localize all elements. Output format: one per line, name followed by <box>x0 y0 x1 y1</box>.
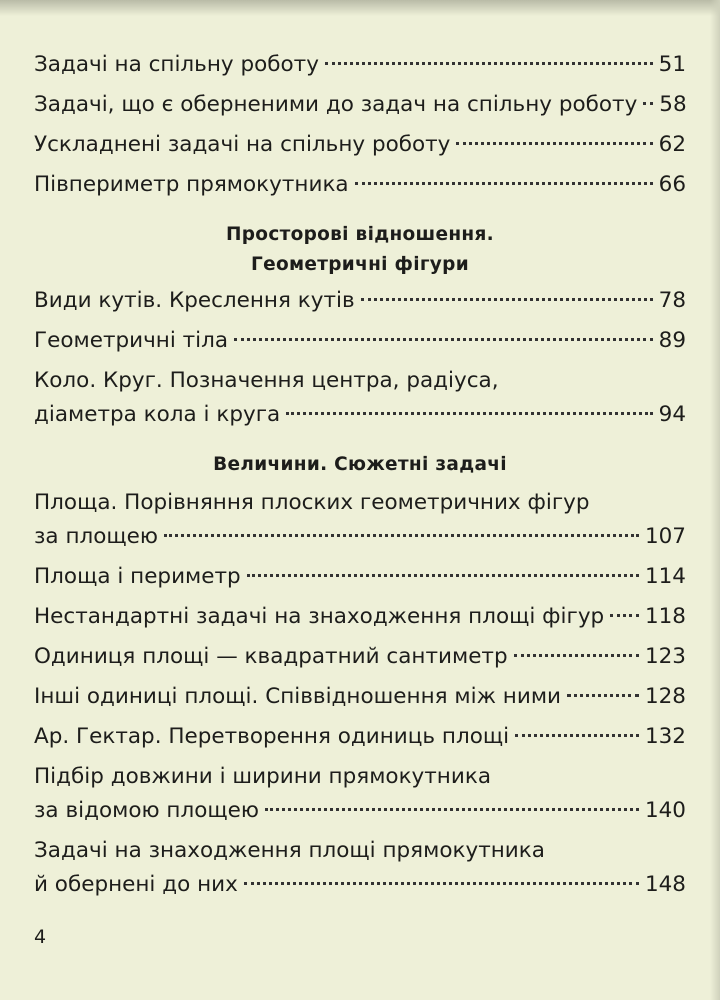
toc-entry-title-line: Коло. Круг. Позначення центра, радіуса, <box>34 368 499 393</box>
toc-leader-dots <box>286 412 652 415</box>
toc-entry-title: Геометричні тіла <box>34 328 229 353</box>
toc-entry-page: 89 <box>658 328 686 353</box>
toc-entry[interactable] <box>34 760 686 828</box>
toc-leader-dots <box>244 882 639 885</box>
toc-entry[interactable] <box>34 486 686 554</box>
toc-entry[interactable] <box>34 168 686 202</box>
toc-leader-dots <box>456 142 652 145</box>
toc-entry-title-line: Підбір довжини і ширини прямокутника <box>34 764 491 789</box>
toc-entry[interactable] <box>34 640 686 674</box>
page-number: 4 <box>34 926 47 948</box>
toc-entry-page: 123 <box>644 644 686 669</box>
toc-entry[interactable] <box>34 560 686 594</box>
section-heading-line: Геометричні фігури <box>251 254 469 275</box>
toc-leader-dots <box>247 574 639 577</box>
toc-entry-page: 58 <box>659 92 687 117</box>
section-heading <box>34 220 686 280</box>
toc-entry-title: Нестандартні задачі на знаходження площі фігур <box>34 604 605 629</box>
section-heading <box>34 450 686 480</box>
toc-leader-dots <box>515 734 639 737</box>
table-of-contents <box>34 48 686 908</box>
toc-leader-dots <box>643 102 653 105</box>
toc-entry-title: Одиниця площі — квадратний сантиметр <box>34 644 508 669</box>
toc-entry-page: 51 <box>658 52 686 77</box>
toc-leader-dots <box>234 338 653 341</box>
toc-entry-title: Задачі, що є оберненими до задач на спільну роботу <box>34 92 638 117</box>
toc-entry-title: Інші одиниці площі. Співвідношення між ними <box>34 684 562 709</box>
toc-entry[interactable] <box>34 48 686 82</box>
toc-entry[interactable] <box>34 324 686 358</box>
toc-entry-title-line: Задачі на знаходження площі прямокутника <box>34 838 545 863</box>
toc-entry-title-line: й обернені до них <box>34 872 238 897</box>
page-top-shadow <box>0 0 720 16</box>
toc-entry[interactable] <box>34 834 686 902</box>
toc-entry[interactable] <box>34 284 686 318</box>
toc-entry-page: 140 <box>644 798 686 823</box>
toc-entry-page: 62 <box>658 132 686 157</box>
section-heading-line: Просторові відношення. <box>225 224 495 245</box>
toc-leader-dots <box>355 182 653 185</box>
toc-entry-title-line: Площа. Порівняння плоских геометричних фігур <box>34 490 590 515</box>
section-heading-line: Величини. Сюжетні задачі <box>213 454 507 475</box>
toc-leader-dots <box>361 298 653 301</box>
toc-entry-page: 118 <box>644 604 686 629</box>
toc-entry-title: Задачі на спільну роботу <box>34 52 319 77</box>
page-right-edge <box>710 0 720 1000</box>
toc-entry-page: 132 <box>644 724 686 749</box>
toc-entry[interactable] <box>34 364 686 432</box>
toc-entry-page: 78 <box>658 288 686 313</box>
toc-entry[interactable] <box>34 88 686 122</box>
toc-leader-dots <box>567 694 639 697</box>
toc-leader-dots <box>164 534 639 537</box>
toc-entry[interactable] <box>34 720 686 754</box>
toc-entry-page: 128 <box>644 684 686 709</box>
toc-entry-title-line: за відомою площею <box>34 798 259 823</box>
toc-entry-title: Види кутів. Креслення кутів <box>34 288 355 313</box>
toc-entry[interactable] <box>34 600 686 634</box>
toc-entry-page: 107 <box>644 524 686 549</box>
toc-entry-title: Площа і периметр <box>34 564 241 589</box>
toc-entry-page: 114 <box>644 564 686 589</box>
toc-entry[interactable] <box>34 128 686 162</box>
toc-entry-page: 148 <box>644 872 686 897</box>
toc-entry-page: 66 <box>658 172 686 197</box>
toc-entry-title: Півпериметр прямокутника <box>34 172 349 197</box>
toc-leader-dots <box>325 62 653 65</box>
toc-entry-title: Ар. Гектар. Перетворення одиниць площі <box>34 724 510 749</box>
toc-entry-title: Ускладнені задачі на спільну роботу <box>34 132 451 157</box>
toc-entry-page: 94 <box>658 402 686 427</box>
toc-leader-dots <box>265 808 639 811</box>
toc-leader-dots <box>610 614 639 617</box>
toc-entry-title-line: за площею <box>34 524 158 549</box>
toc-entry[interactable] <box>34 680 686 714</box>
toc-entry-title-line: діаметра кола і круга <box>34 402 281 427</box>
toc-leader-dots <box>514 654 639 657</box>
